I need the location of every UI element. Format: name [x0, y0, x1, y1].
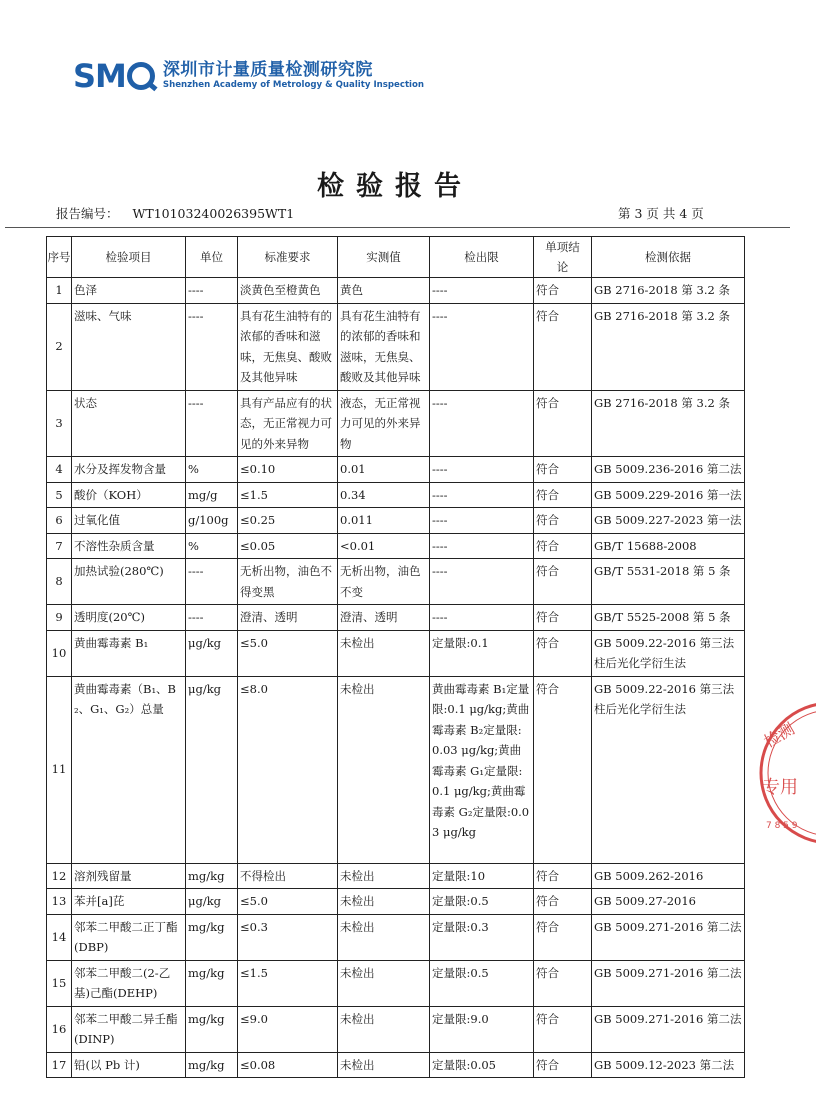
smq-logo-mark: SM — [73, 57, 155, 95]
row-number-cell: 9 — [47, 605, 72, 631]
row-number-cell: 17 — [47, 1052, 72, 1078]
conclusion-cell: 符合 — [534, 559, 592, 605]
row-number-cell: 7 — [47, 533, 72, 559]
detection-limit-cell: ---- — [430, 559, 534, 605]
test-basis-cell: GB 5009.271-2016 第二法 — [592, 960, 745, 1006]
detection-limit-cell: ---- — [430, 278, 534, 304]
standard-requirement-cell: ≤5.0 — [238, 889, 338, 915]
measured-value-cell: 未检出 — [338, 889, 430, 915]
test-basis-cell: GB 5009.22-2016 第三法 柱后光化学衍生法 — [592, 676, 745, 863]
table-row — [47, 1052, 745, 1078]
conclusion-cell: 符合 — [534, 914, 592, 960]
col-header: 序号 — [47, 237, 72, 278]
row-number-cell: 6 — [47, 508, 72, 534]
table-row — [47, 630, 745, 676]
row-number-cell: 15 — [47, 960, 72, 1006]
conclusion-cell: 符合 — [534, 1006, 592, 1052]
table-row — [47, 960, 745, 1006]
measured-value-cell: 0.01 — [338, 457, 430, 483]
table-header-row — [47, 237, 745, 278]
test-basis-cell: GB 5009.22-2016 第三法 柱后光化学衍生法 — [592, 630, 745, 676]
detection-limit-cell: 定量限:0.05 — [430, 1052, 534, 1078]
test-item-cell: 色泽 — [72, 278, 186, 304]
measured-value-cell: 未检出 — [338, 914, 430, 960]
svg-text:7 8 5 9: 7 8 5 9 — [766, 821, 798, 831]
row-number-cell: 13 — [47, 889, 72, 915]
row-number-cell: 2 — [47, 303, 72, 390]
detection-limit-cell: ---- — [430, 390, 534, 457]
detection-limit-cell: 定量限:0.1 — [430, 630, 534, 676]
standard-requirement-cell: ≤5.0 — [238, 630, 338, 676]
conclusion-cell: 符合 — [534, 960, 592, 1006]
detection-limit-cell: 定量限:0.5 — [430, 960, 534, 1006]
test-basis-cell: GB/T 5531-2018 第 5 条 — [592, 559, 745, 605]
table-row — [47, 457, 745, 483]
unit-cell: ---- — [186, 559, 238, 605]
col-header: 单位 — [186, 237, 238, 278]
test-basis-cell: GB 5009.27-2016 — [592, 889, 745, 915]
standard-requirement-cell: ≤0.3 — [238, 914, 338, 960]
test-item-cell: 水分及挥发物含量 — [72, 457, 186, 483]
conclusion-cell: 符合 — [534, 533, 592, 559]
test-item-cell: 不溶性杂质含量 — [72, 533, 186, 559]
col-header: 检出限 — [430, 237, 534, 278]
measured-value-cell: 无析出物，油色不变 — [338, 559, 430, 605]
standard-requirement-cell: 无析出物，油色不得变黑 — [238, 559, 338, 605]
conclusion-cell: 符合 — [534, 278, 592, 304]
detection-limit-cell: 定量限:9.0 — [430, 1006, 534, 1052]
table-row — [47, 508, 745, 534]
unit-cell: % — [186, 457, 238, 483]
measured-value-cell: 0.011 — [338, 508, 430, 534]
table-row — [47, 482, 745, 508]
standard-requirement-cell: ≤0.25 — [238, 508, 338, 534]
table-row — [47, 889, 745, 915]
col-header: 标准要求 — [238, 237, 338, 278]
detection-limit-cell: ---- — [430, 303, 534, 390]
conclusion-cell: 符合 — [534, 390, 592, 457]
detection-limit-cell: 定量限:10 — [430, 863, 534, 889]
test-item-cell: 黄曲霉毒素（B₁、B₂、G₁、G₂）总量 — [72, 676, 186, 863]
test-basis-cell: GB 5009.271-2016 第二法 — [592, 1006, 745, 1052]
test-basis-cell: GB 5009.12-2023 第二法 — [592, 1052, 745, 1078]
detection-limit-cell: ---- — [430, 533, 534, 559]
detection-limit-cell: 黄曲霉毒素 B₁定量限:0.1 μg/kg;黄曲霉毒素 B₂定量限:0.03 μg/kg;黄曲霉毒素 G₁定量限:0.1 μg/kg;黄曲霉毒素 G₂定量限:0.03 μg/kg — [430, 676, 534, 863]
detection-limit-cell: 定量限:0.5 — [430, 889, 534, 915]
standard-requirement-cell: ≤8.0 — [238, 676, 338, 863]
measured-value-cell: 液态，无正常视力可见的外来异物 — [338, 390, 430, 457]
header-divider — [5, 227, 790, 228]
test-basis-cell: GB 5009.236-2016 第二法 — [592, 457, 745, 483]
standard-requirement-cell: ≤9.0 — [238, 1006, 338, 1052]
table-row — [47, 914, 745, 960]
conclusion-cell: 符合 — [534, 303, 592, 390]
col-header: 单项结论 — [534, 237, 592, 278]
detection-limit-cell: ---- — [430, 482, 534, 508]
measured-value-cell: 黄色 — [338, 278, 430, 304]
standard-requirement-cell: 澄清、透明 — [238, 605, 338, 631]
institution-name-en: Shenzhen Academy of Metrology & Quality Inspection — [162, 80, 425, 91]
measured-value-cell: 未检出 — [338, 1006, 430, 1052]
standard-requirement-cell: ≤0.10 — [238, 457, 338, 483]
institution-name-cn: 深圳市计量质量检测研究院 — [162, 59, 373, 80]
test-item-cell: 状态 — [72, 390, 186, 457]
test-item-cell: 苯并[a]芘 — [72, 889, 186, 915]
results-table — [46, 236, 745, 1078]
unit-cell: mg/kg — [186, 1006, 238, 1052]
test-item-cell: 加热试验(280℃) — [72, 559, 186, 605]
row-number-cell: 5 — [47, 482, 72, 508]
unit-cell: % — [186, 533, 238, 559]
test-item-cell: 过氧化值 — [72, 508, 186, 534]
table-row — [47, 278, 745, 304]
row-number-cell: 8 — [47, 559, 72, 605]
table-row — [47, 676, 745, 863]
unit-cell: ---- — [186, 303, 238, 390]
test-item-cell: 酸价（KOH） — [72, 482, 186, 508]
test-basis-cell: GB/T 15688-2008 — [592, 533, 745, 559]
test-basis-cell: GB 5009.271-2016 第二法 — [592, 914, 745, 960]
standard-requirement-cell: 淡黄色至橙黄色 — [238, 278, 338, 304]
svg-text:专用: 专用 — [762, 777, 798, 798]
row-number-cell: 12 — [47, 863, 72, 889]
report-number-label: 报告编号： — [56, 206, 119, 221]
row-number-cell: 1 — [47, 278, 72, 304]
test-basis-cell: GB 2716-2018 第 3.2 条 — [592, 278, 745, 304]
table-row — [47, 863, 745, 889]
conclusion-cell: 符合 — [534, 457, 592, 483]
table-row — [47, 1006, 745, 1052]
unit-cell: μg/kg — [186, 889, 238, 915]
row-number-cell: 10 — [47, 630, 72, 676]
test-basis-cell: GB 5009.262-2016 — [592, 863, 745, 889]
test-item-cell: 铅(以 Pb 计) — [72, 1052, 186, 1078]
test-basis-cell: GB 5009.227-2023 第一法 — [592, 508, 745, 534]
row-number-cell: 4 — [47, 457, 72, 483]
institution-logo — [73, 57, 424, 95]
test-item-cell: 邻苯二甲酸二正丁酯(DBP) — [72, 914, 186, 960]
detection-limit-cell: 定量限:0.3 — [430, 914, 534, 960]
measured-value-cell: 未检出 — [338, 960, 430, 1006]
standard-requirement-cell: ≤1.5 — [238, 960, 338, 1006]
unit-cell: mg/kg — [186, 1052, 238, 1078]
test-item-cell: 邻苯二甲酸二异壬酯(DINP) — [72, 1006, 186, 1052]
unit-cell: ---- — [186, 278, 238, 304]
report-number — [56, 204, 294, 222]
test-basis-cell: GB/T 5525-2008 第 5 条 — [592, 605, 745, 631]
standard-requirement-cell: 不得检出 — [238, 863, 338, 889]
row-number-cell: 16 — [47, 1006, 72, 1052]
measured-value-cell: 0.34 — [338, 482, 430, 508]
standard-requirement-cell: 具有花生油特有的浓郁的香味和滋味，无焦臭、酸败及其他异味 — [238, 303, 338, 390]
unit-cell: g/100g — [186, 508, 238, 534]
row-number-cell: 11 — [47, 676, 72, 863]
page-title: 检验报告 — [317, 171, 473, 202]
unit-cell: mg/g — [186, 482, 238, 508]
conclusion-cell: 符合 — [534, 863, 592, 889]
col-header: 实测值 — [338, 237, 430, 278]
unit-cell: ---- — [186, 605, 238, 631]
test-basis-cell: GB 2716-2018 第 3.2 条 — [592, 303, 745, 390]
page-info: 第 3 页 共 4 页 — [618, 206, 704, 221]
table-row — [47, 533, 745, 559]
unit-cell: mg/kg — [186, 960, 238, 1006]
test-basis-cell: GB 2716-2018 第 3.2 条 — [592, 390, 745, 457]
test-item-cell: 溶剂残留量 — [72, 863, 186, 889]
unit-cell: ---- — [186, 390, 238, 457]
unit-cell: mg/kg — [186, 914, 238, 960]
measured-value-cell: 澄清、透明 — [338, 605, 430, 631]
col-header: 检验项目 — [72, 237, 186, 278]
standard-requirement-cell: 具有产品应有的状态，无正常视力可见的外来异物 — [238, 390, 338, 457]
conclusion-cell: 符合 — [534, 605, 592, 631]
row-number-cell: 3 — [47, 390, 72, 457]
measured-value-cell: 未检出 — [338, 676, 430, 863]
unit-cell: μg/kg — [186, 676, 238, 863]
measured-value-cell: 未检出 — [338, 1052, 430, 1078]
standard-requirement-cell: ≤0.08 — [238, 1052, 338, 1078]
unit-cell: μg/kg — [186, 630, 238, 676]
table-row — [47, 390, 745, 457]
table-row — [47, 303, 745, 390]
conclusion-cell: 符合 — [534, 630, 592, 676]
svg-text:检测: 检测 — [760, 719, 798, 752]
detection-limit-cell: ---- — [430, 457, 534, 483]
measured-value-cell: 未检出 — [338, 863, 430, 889]
measured-value-cell: 具有花生油特有的浓郁的香味和滋味，无焦臭、酸败及其他异味 — [338, 303, 430, 390]
test-item-cell: 黄曲霉毒素 B₁ — [72, 630, 186, 676]
col-header: 检测依据 — [592, 237, 745, 278]
detection-limit-cell: ---- — [430, 605, 534, 631]
conclusion-cell: 符合 — [534, 889, 592, 915]
inspection-seal-stamp — [756, 698, 816, 848]
conclusion-cell: 符合 — [534, 482, 592, 508]
standard-requirement-cell: ≤0.05 — [238, 533, 338, 559]
table-row — [47, 605, 745, 631]
table-row — [47, 559, 745, 605]
measured-value-cell: <0.01 — [338, 533, 430, 559]
report-number-value: WT10103240026395WT1 — [132, 206, 295, 221]
standard-requirement-cell: ≤1.5 — [238, 482, 338, 508]
conclusion-cell: 符合 — [534, 676, 592, 863]
conclusion-cell: 符合 — [534, 1052, 592, 1078]
unit-cell: mg/kg — [186, 863, 238, 889]
test-basis-cell: GB 5009.229-2016 第一法 — [592, 482, 745, 508]
row-number-cell: 14 — [47, 914, 72, 960]
conclusion-cell: 符合 — [534, 508, 592, 534]
test-item-cell: 滋味、气味 — [72, 303, 186, 390]
test-item-cell: 邻苯二甲酸二(2-乙基)己酯(DEHP) — [72, 960, 186, 1006]
measured-value-cell: 未检出 — [338, 630, 430, 676]
q-logo-icon — [127, 62, 155, 90]
test-item-cell: 透明度(20℃) — [72, 605, 186, 631]
detection-limit-cell: ---- — [430, 508, 534, 534]
